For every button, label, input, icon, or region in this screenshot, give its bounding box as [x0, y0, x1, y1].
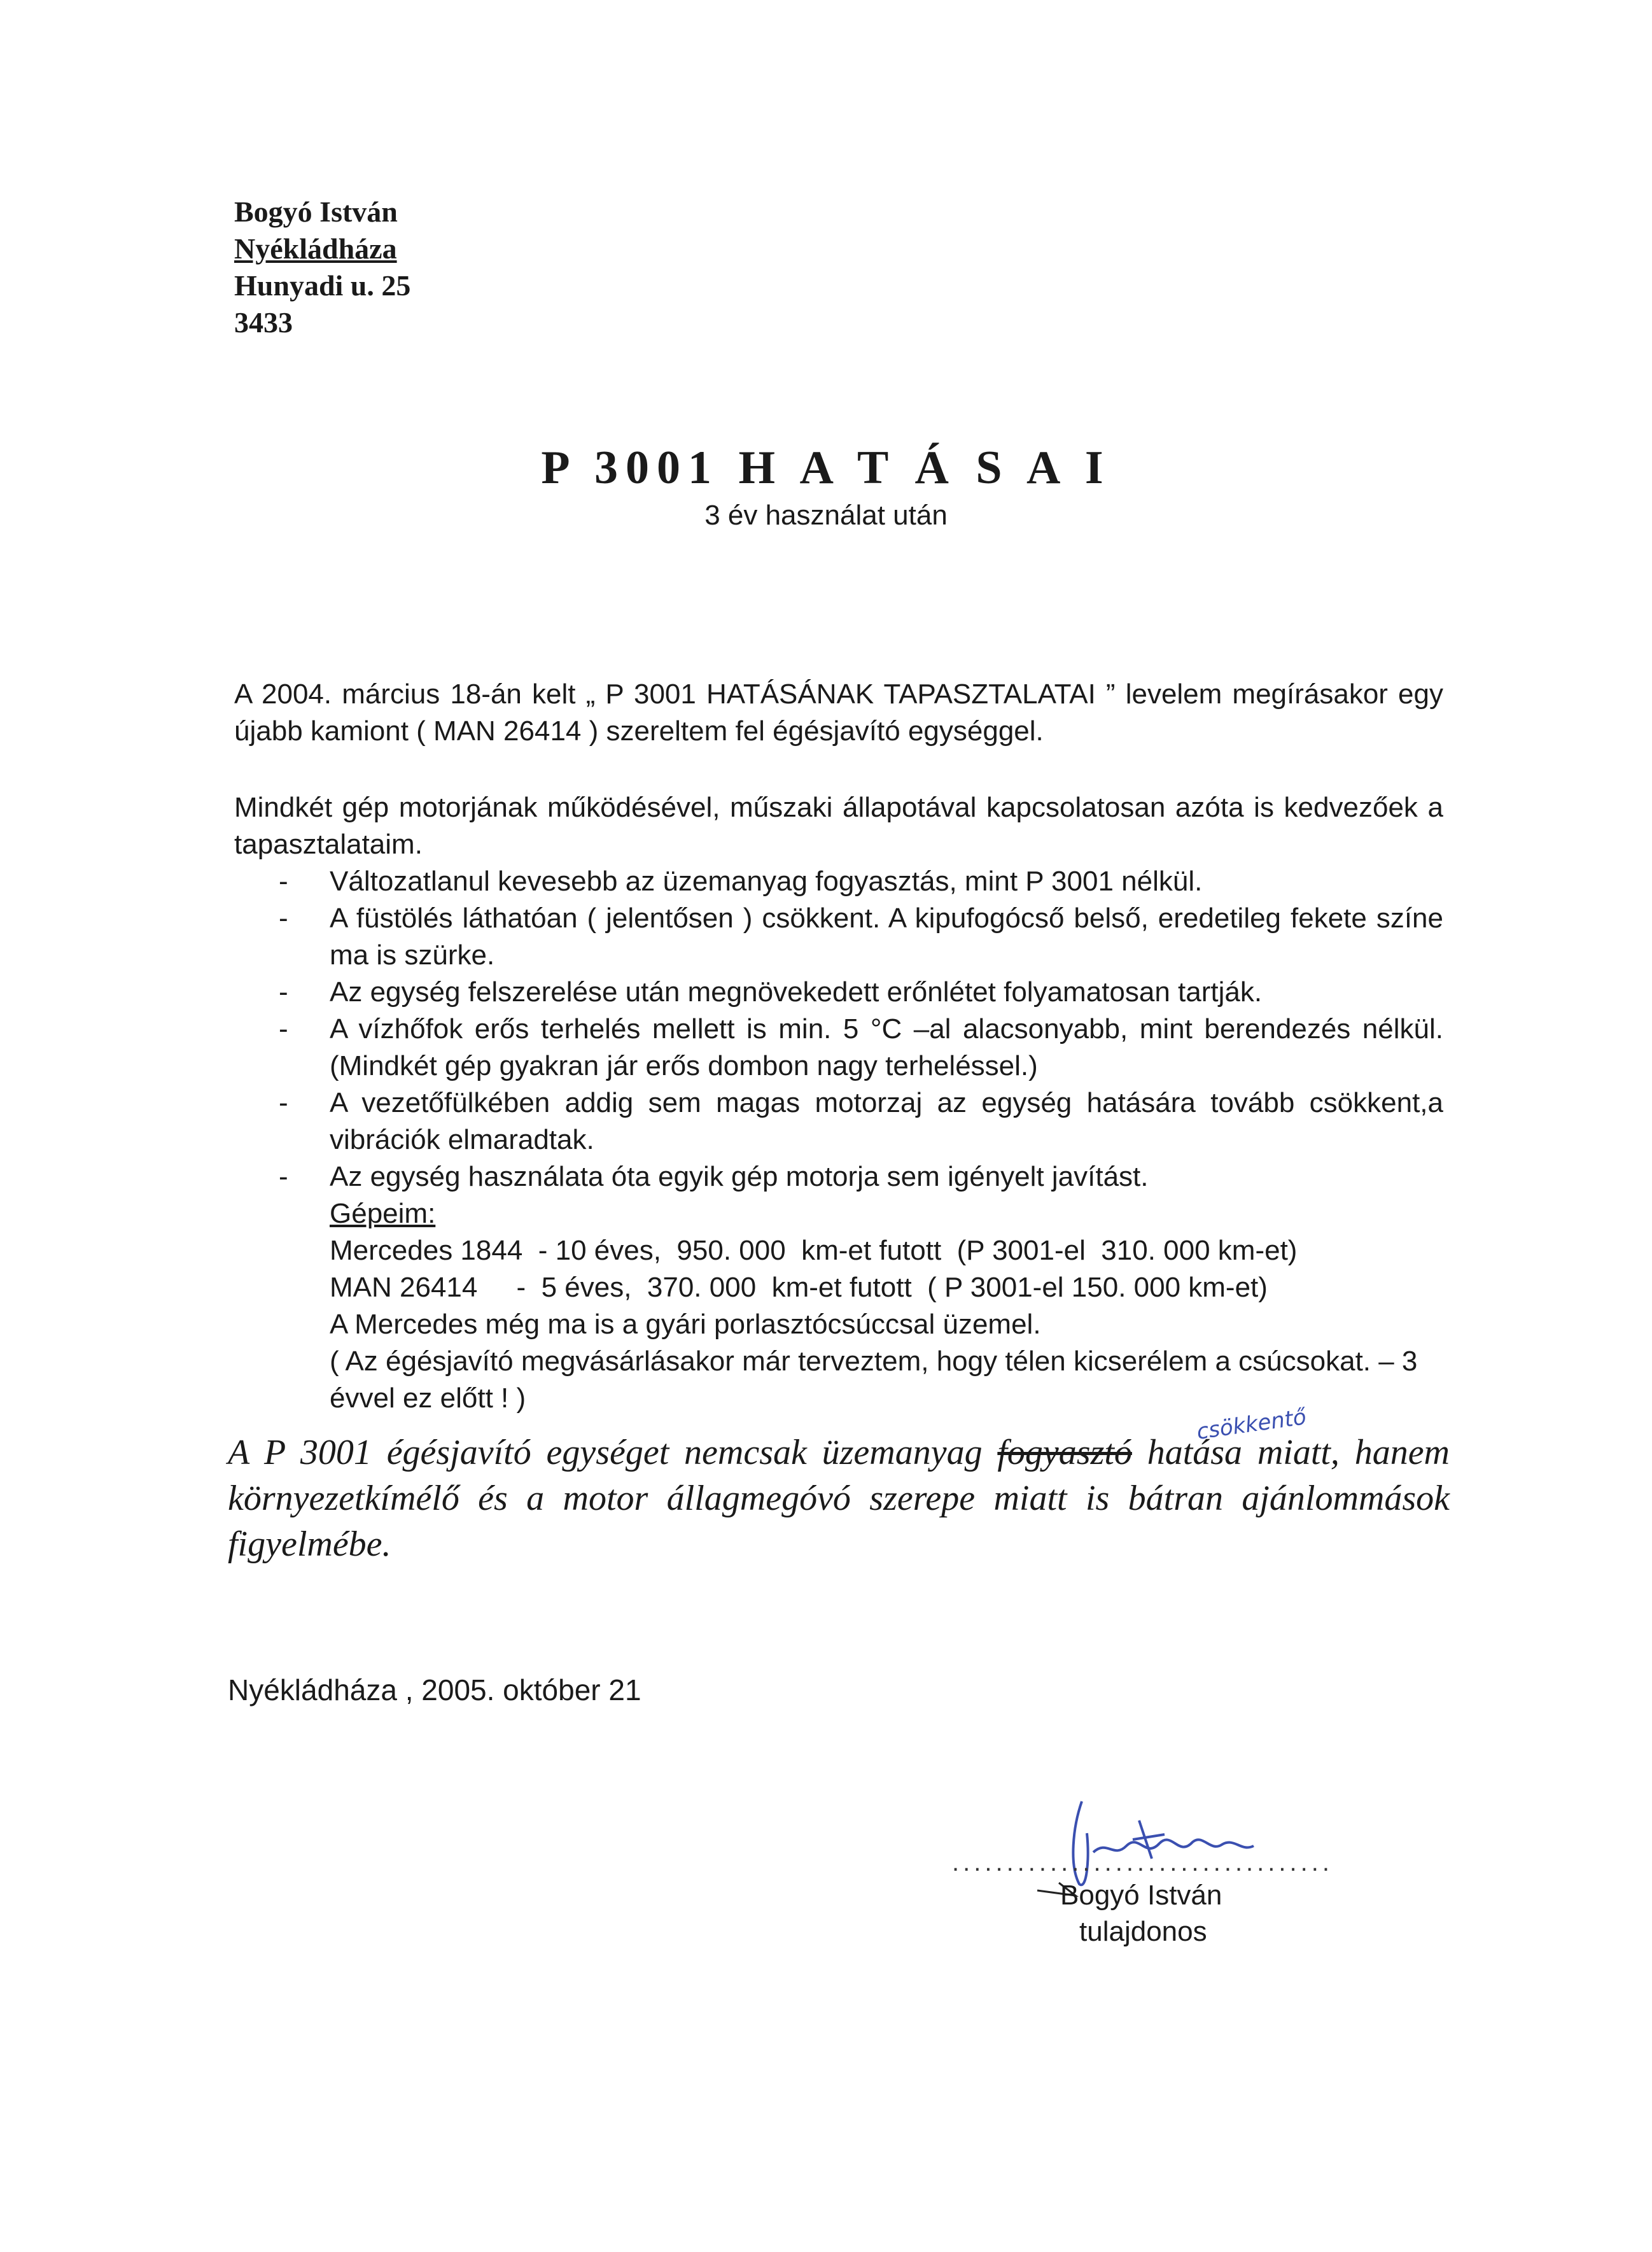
bullet-dash: -	[279, 866, 288, 897]
bullet-dash: -	[279, 1087, 288, 1118]
title-main: P 3001 H A T Á S A I	[541, 442, 1111, 494]
list-item	[234, 1011, 1443, 1085]
sender-street: Hunyadi u. 25	[234, 269, 411, 302]
machines-section	[234, 1195, 1443, 1417]
bullet-dash: -	[279, 976, 288, 1008]
signature-line: ...................................	[952, 1848, 1333, 1876]
machine-row: Mercedes 1844 - 10 éves, 950. 000 km-et futott (P 3001-el 310. 000 km-et)	[330, 1235, 1298, 1266]
list-item-text: A vezetőfülkében addig sem magas motorzaj az egység hatására tovább csökkent,a vibrációk elmaradtak.	[330, 1087, 1443, 1155]
bullet-dash: -	[279, 1161, 288, 1192]
machines-note-1: A Mercedes még ma is a gyári porlasztócsúccsal üzemel.	[330, 1309, 1041, 1340]
list-item-text: Az egység használata óta egyik gép motorja sem igényelt javítást.	[330, 1161, 1149, 1192]
body-paragraph-1: A 2004. március 18-án kelt „ P 3001 HATÁSÁNAK TAPASZTALATAI ” levelem megírásakor egy újabb kamiont ( MAN 26414 ) szereltem fel égésjavító egységgel.	[234, 679, 1443, 747]
list-item-text: Változatlanul kevesebb az üzemanyag fogyasztás, mint P 3001 nélkül.	[330, 866, 1203, 897]
signatory-role: tulajdonos	[1079, 1916, 1207, 1947]
list-item	[234, 900, 1443, 974]
list-item-text: A vízhőfok erős terhelés mellett is min. 5 °C –al alacsonyabb, mint berendezés nélkül. (Mindkét gép gyakran jár erős dombon nagy terheléssel.)	[330, 1013, 1443, 1081]
sender-address	[234, 194, 410, 341]
sender-name: Bogyó István	[234, 195, 398, 228]
bullet-dash: -	[279, 903, 288, 934]
signature-block	[923, 1789, 1406, 1954]
machines-heading: Gépeim:	[330, 1198, 436, 1229]
machine-row: MAN 26414 - 5 éves, 370. 000 km-et futott ( P 3001-el 150. 000 km-et)	[330, 1272, 1268, 1303]
list-item	[234, 974, 1443, 1011]
body-paragraph-2: Mindkét gép motorjának működésével, műszaki állapotával kapcsolatosan azóta is kedvezőek a tapasztalataim.	[234, 792, 1443, 860]
struck-word: fogyasztó	[997, 1433, 1132, 1472]
letter-title	[0, 439, 1652, 533]
conclusion-text-start: A P 3001 égésjavító egységet nemcsak üzemanyag	[228, 1433, 998, 1472]
sender-postcode: 3433	[234, 306, 293, 339]
bullet-dash: -	[279, 1013, 288, 1045]
experience-list	[234, 863, 1443, 1195]
signatory-name: Bogyó István	[1060, 1880, 1222, 1911]
place-and-date: Nyékládháza , 2005. október 21	[228, 1673, 641, 1707]
title-subtitle: 3 év használat után	[704, 500, 948, 531]
list-item	[234, 1158, 1443, 1195]
conclusion-text-end: hatása miatt, hanem környezetkímélő és a motor állagmegóvó szerepe miatt is bátran ajánlommások figyelmébe.	[228, 1433, 1450, 1564]
list-item	[234, 863, 1443, 900]
list-item	[234, 1085, 1443, 1158]
sender-city: Nyékládháza	[234, 232, 397, 265]
list-item-text: A füstölés láthatóan ( jelentősen ) csökkent. A kipufogócső belső, eredetileg fekete színe ma is szürke.	[330, 903, 1443, 971]
conclusion-paragraph	[228, 1430, 1450, 1567]
machines-note-2: ( Az égésjavító megvásárlásakor már terveztem, hogy télen kicserélem a csúcsokat. – 3 évvel ez előtt ! )	[330, 1346, 1418, 1414]
list-item-text: Az egység felszerelése után megnövekedett erőnlétet folyamatosan tartják.	[330, 976, 1263, 1008]
letter-body	[234, 676, 1443, 1417]
handwritten-correction: csökkentő	[1195, 1404, 1308, 1445]
